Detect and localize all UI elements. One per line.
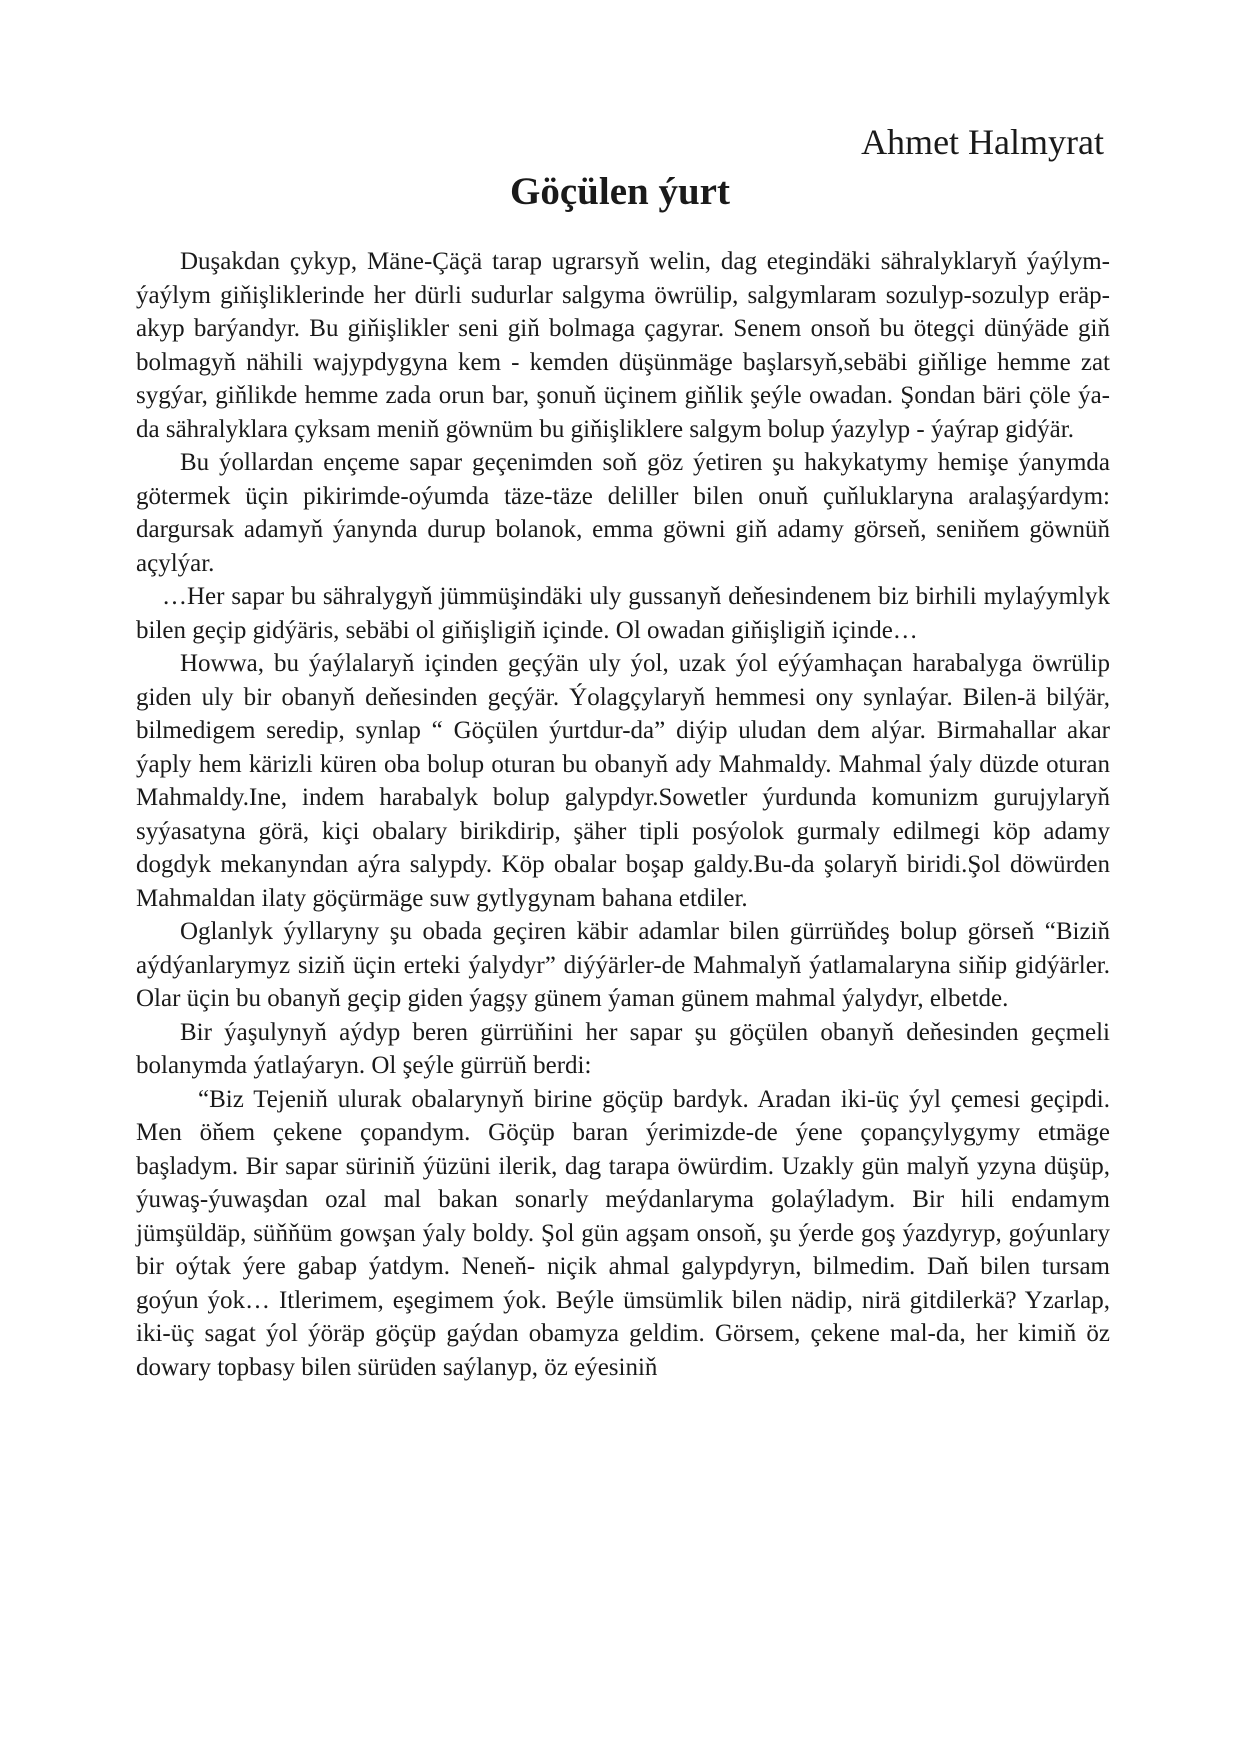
paragraph: Bu ýollardan ençeme sapar geçenimden soň göz ýetiren şu hakykatymy hemişe ýanymda götermek üçin pikirimde-oýumda täze-täze deliller bilen onuň çuňluklaryna aralaşýardym: dargursak adamyň ýanynda durup bolanok, emma göwni giň adamy görseň, seniňem göwnüň açylýar. [136, 449, 1110, 577]
author-name: Ahmet Halmyrat [861, 122, 1104, 162]
paragraph: …Her sapar bu sähralygyň jümmüşindäki uly gussanyň deňesindenem biz birhili mylaýymlyk bilen geçip gidýäris, sebäbi ol giňişligiň içinde. Ol owadan giňişligiň içinde… [136, 583, 1110, 644]
paragraph: Bir ýaşulynyň aýdyp beren gürrüňini her sapar şu göçülen obanyň deňesinden geçmeli bolanymda ýatlaýaryn. Ol şeýle gürrüň berdi: [136, 1018, 1110, 1079]
document-body [136, 245, 1110, 1384]
paragraph: Howwa, bu ýaýlalaryň içinden geçýän uly ýol, uzak ýol eýýamhaçan harabalyga öwrülip giden uly bir obanyň deňesinden geçýär. Ýolagçylaryň hemmesi ony synlaýar. Bilen-ä bilýär, bilmedigem seredip, synlap “ Göçülen ýurtdur-da” diýip uludan dem alýar. Birmahallar akar ýaply hem kärizli küren oba bolup oturan bu obanyň ady Mahmaldy. Mahmal ýaly düzde oturan Mahmaldy.Ine, indem harabalyk bolup galypdyr.Sowetler ýurdunda komunizm gurujylaryň syýasatyna görä, kiçi obalary birikdirip, şäher tipli posýolok gurmaly edilmegi köp adamy dogdyk mekanyndan aýra salypdy. Köp obalar boşap galdy.Bu-da şolaryň biridi.Şol döwürden Mahmaldan ilaty göçürmäge suw gytlygynam bahana etdiler. [136, 650, 1110, 912]
document-title: Göçülen ýurt [510, 170, 730, 213]
paragraph: Duşakdan çykyp, Mäne-Çäçä tarap ugrarsyň welin, dag etegindäki sähralyklaryň ýaýlym-ýaýlym giňişliklerinde her dürli sudurlar salgyma öwrülip, salgymlaram sozulyp-sozulyp eräp-akyp barýandyr. Bu giňişlikler seni giň bolmaga çagyrar. Senem onsoň bu ötegçi dünýäde giň bolmagyň nähili wajypdygyna kem - kemden düşünmäge başlarsyň,sebäbi giňlige hemme zat sygýar, giňlikde hemme zada orun bar, şonuň üçinem giňlik şeýle owadan. Şondan bäri çöle ýa-da sähralyklara çyksam meniň göwnüm bu giňişliklere salgym bolup ýazylyp - ýaýrap gidýär. [136, 248, 1110, 443]
paragraph: Oglanlyk ýyllaryny şu obada geçiren käbir adamlar bilen gürrüňdeş bolup görseň “Biziň aýdýanlarymyz siziň üçin erteki ýalydyr” diýýärler-de Mahmalyň ýatlamalaryna siňip gidýärler. Olar üçin bu obanyň geçip giden ýagşy günem ýaman günem mahmal ýalydyr, elbetde. [136, 918, 1110, 1012]
paragraph: “Biz Tejeniň ulurak obalarynyň birine göçüp bardyk. Aradan iki-üç ýyl çemesi geçipdi. Men öňem çekene çopandym. Göçüp baran ýerimizde-de ýene çopançylygymy etmäge başladym. Bir sapar süriniň ýüzüni ilerik, dag tarapa öwürdim. Uzakly gün malyň yzyna düşüp, ýuwaş-ýuwaşdan ozal mal bakan sonarly meýdanlaryma golaýladym. Bir hili endamym jümşüldäp, süňňüm gowşan ýaly boldy. Şol gün agşam onsoň, şu ýerde goş ýazdyryp, goýunlary bir oýtak ýere gabap ýatdym. Neneň- niçik ahmal galypdyryn, bilmedim. Daň bilen tursam goýun ýok… Itlerimem, eşegimem ýok. Beýle ümsümlik bilen nädip, nirä gitdilerkä? Yzarlap, iki-üç sagat ýol ýöräp göçüp gaýdan obamyza geldim. Görsem, çekene mal-da, her kimiň öz dowary topbasy bilen sürüden saýlanyp, öz eýesiniň [136, 1085, 1110, 1381]
